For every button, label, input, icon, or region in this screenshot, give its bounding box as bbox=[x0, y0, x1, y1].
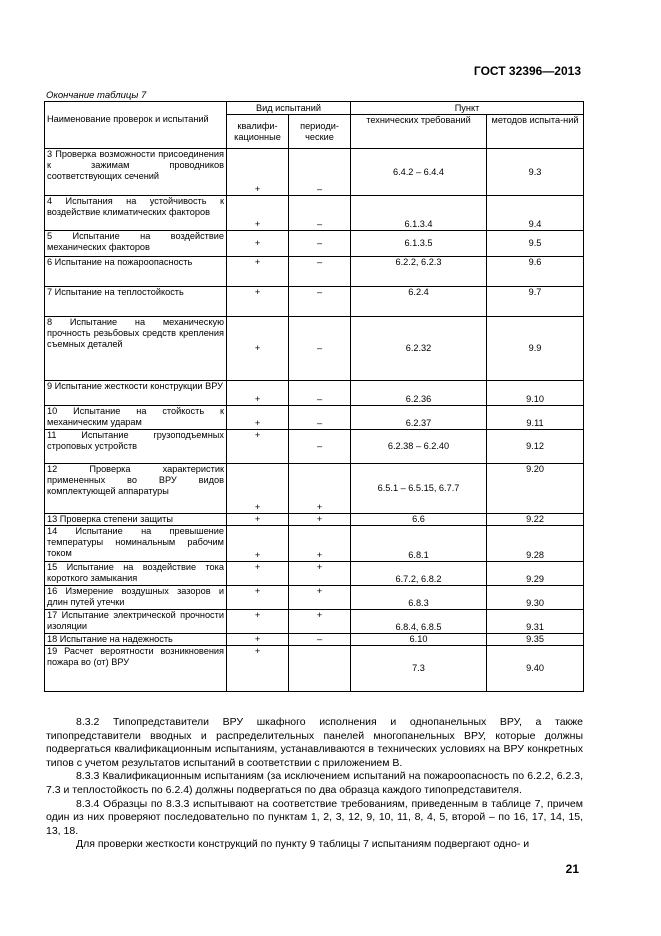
test-name: 4 Испытания на устойчивость к воздействие климатических факторов bbox=[45, 196, 227, 231]
qual-mark: + bbox=[227, 317, 289, 381]
qual-mark: + bbox=[227, 464, 289, 514]
body-text bbox=[46, 716, 583, 852]
period-mark bbox=[289, 646, 351, 692]
table-row bbox=[45, 634, 584, 646]
test-name: 3 Проверка возможности присоединения к зажимам проводников соответствующих сечений bbox=[45, 149, 227, 196]
tech-ref: 6.2.2, 6.2.3 bbox=[351, 257, 487, 287]
tech-ref: 6.2.36 bbox=[351, 381, 487, 406]
period-mark: – bbox=[289, 406, 351, 430]
table-row bbox=[45, 287, 584, 317]
period-mark: – bbox=[289, 257, 351, 287]
period-mark: + bbox=[289, 464, 351, 514]
qual-mark: + bbox=[227, 634, 289, 646]
tech-ref: 6.8.4, 6.8.5 bbox=[351, 610, 487, 634]
table-row bbox=[45, 610, 584, 634]
qual-mark: + bbox=[227, 562, 289, 586]
period-mark: – bbox=[289, 634, 351, 646]
test-name: 19 Расчет вероятности возникновения пожара во (от) ВРУ bbox=[45, 646, 227, 692]
method-ref: 9.22 bbox=[487, 514, 584, 526]
method-ref: 9.12 bbox=[487, 430, 584, 464]
table-row bbox=[45, 381, 584, 406]
qual-mark: + bbox=[227, 430, 289, 464]
period-mark: – bbox=[289, 149, 351, 196]
period-mark: + bbox=[289, 526, 351, 562]
test-name: 11 Испытание грузоподъемных строповых устройств bbox=[45, 430, 227, 464]
period-mark: – bbox=[289, 430, 351, 464]
header-qualification: квалифи-кационные bbox=[227, 115, 289, 149]
qual-mark: + bbox=[227, 526, 289, 562]
period-mark: – bbox=[289, 381, 351, 406]
table-row bbox=[45, 196, 584, 231]
method-ref: 9.4 bbox=[487, 196, 584, 231]
paragraph-8-3-3: 8.3.3 Квалификационным испытаниям (за исключением испытаний на пожароопасность по 6.2.2, 6.2.3, 7.3 и теплостойкость по 6.2.4) должны подвергаться по два образца каждого типопредставителя. bbox=[46, 770, 583, 796]
qual-mark: + bbox=[227, 231, 289, 257]
table-caption: Окончание таблицы 7 bbox=[46, 90, 147, 101]
period-mark: + bbox=[289, 586, 351, 610]
method-ref: 9.35 bbox=[487, 634, 584, 646]
table-row bbox=[45, 526, 584, 562]
header-item: Пункт bbox=[351, 102, 584, 115]
test-name: 6 Испытание на пожароопасность bbox=[45, 257, 227, 287]
test-name: 18 Испытание на надежность bbox=[45, 634, 227, 646]
header-name: Наименование проверок и испытаний bbox=[45, 102, 227, 149]
qual-mark: + bbox=[227, 149, 289, 196]
qual-mark: + bbox=[227, 257, 289, 287]
table-row bbox=[45, 430, 584, 464]
header-test-methods: методов испыта-ний bbox=[487, 115, 584, 149]
test-name: 8 Испытание на механическую прочность резьбовых средств крепления съемных деталей bbox=[45, 317, 227, 381]
method-ref: 9.9 bbox=[487, 317, 584, 381]
paragraph-8-3-2: 8.3.2 Типопредставители ВРУ шкафного исполнения и однопанельных ВРУ, а также типопредставители вводных и распределительных панелей многопанельных ВРУ, которые должны подвергаться квалификационным испытаниям, устанавливаются в технических условиях на ВРУ конкретных типов с учетом результатов испытаний в соответствии с приложением В. bbox=[46, 716, 583, 769]
tech-ref: 6.2.32 bbox=[351, 317, 487, 381]
page-number: 21 bbox=[565, 862, 579, 876]
qual-mark: + bbox=[227, 646, 289, 692]
qual-mark: + bbox=[227, 381, 289, 406]
table-row bbox=[45, 514, 584, 526]
method-ref: 9.20 bbox=[487, 464, 584, 514]
table-row bbox=[45, 646, 584, 692]
qual-mark: + bbox=[227, 610, 289, 634]
test-name: 7 Испытание на теплостойкость bbox=[45, 287, 227, 317]
method-ref: 9.6 bbox=[487, 257, 584, 287]
period-mark: – bbox=[289, 196, 351, 231]
header-tech-requirements: технических требований bbox=[351, 115, 487, 149]
tech-ref: 7.3 bbox=[351, 646, 487, 692]
tech-ref: 6.10 bbox=[351, 634, 487, 646]
qual-mark: + bbox=[227, 514, 289, 526]
table-row bbox=[45, 317, 584, 381]
test-name: 9 Испытание жесткости конструкции ВРУ bbox=[45, 381, 227, 406]
method-ref: 9.3 bbox=[487, 149, 584, 196]
test-name: 14 Испытание на превышение температуры номинальным рабочим током bbox=[45, 526, 227, 562]
method-ref: 9.29 bbox=[487, 562, 584, 586]
test-name: 12 Проверка характеристик примененных во ВРУ видов комплектующей аппаратуры bbox=[45, 464, 227, 514]
method-ref: 9.28 bbox=[487, 526, 584, 562]
table-row bbox=[45, 586, 584, 610]
tech-ref: 6.8.3 bbox=[351, 586, 487, 610]
test-name: 15 Испытание на воздействие тока короткого замыкания bbox=[45, 562, 227, 586]
method-ref: 9.11 bbox=[487, 406, 584, 430]
method-ref: 9.31 bbox=[487, 610, 584, 634]
qual-mark: + bbox=[227, 586, 289, 610]
table-row bbox=[45, 406, 584, 430]
method-ref: 9.40 bbox=[487, 646, 584, 692]
tech-ref: 6.7.2, 6.8.2 bbox=[351, 562, 487, 586]
tech-ref: 6.2.37 bbox=[351, 406, 487, 430]
table-row bbox=[45, 464, 584, 514]
test-name: 5 Испытание на воздействие механических факторов bbox=[45, 231, 227, 257]
paragraph-continuation: Для проверки жесткости конструкций по пункту 9 таблицы 7 испытаниям подвергают одно- и bbox=[76, 838, 530, 851]
test-name: 16 Измерение воздушных зазоров и длин путей утечки bbox=[45, 586, 227, 610]
table-row bbox=[45, 149, 584, 196]
table-row bbox=[45, 257, 584, 287]
period-mark: – bbox=[289, 231, 351, 257]
tech-ref: 6.4.2 – 6.4.4 bbox=[351, 149, 487, 196]
tech-ref: 6.1.3.5 bbox=[351, 231, 487, 257]
tech-ref: 6.2.38 – 6.2.40 bbox=[351, 430, 487, 464]
qual-mark: + bbox=[227, 196, 289, 231]
method-ref: 9.7 bbox=[487, 287, 584, 317]
period-mark: – bbox=[289, 287, 351, 317]
table-row bbox=[45, 231, 584, 257]
test-name: 17 Испытание электрической прочности изоляции bbox=[45, 610, 227, 634]
tech-ref: 6.2.4 bbox=[351, 287, 487, 317]
table-7 bbox=[44, 101, 584, 692]
paragraph-8-3-4: 8.3.4 Образцы по 8.3.3 испытывают на соответствие требованиям, приведенным в таблице 7, причем один из них проверяют последовательно по пунктам 1, 2, 3, 12, 9, 10, 11, 8, 4, 5, второй – по 16, 17, 14, 15, 13, 18. bbox=[46, 797, 583, 837]
header-test-types: Вид испытаний bbox=[227, 102, 351, 115]
method-ref: 9.10 bbox=[487, 381, 584, 406]
header-periodic: периоди-ческие bbox=[289, 115, 351, 149]
method-ref: 9.5 bbox=[487, 231, 584, 257]
period-mark: + bbox=[289, 610, 351, 634]
tech-ref: 6.1.3.4 bbox=[351, 196, 487, 231]
test-name: 10 Испытание на стойкость к механическим ударам bbox=[45, 406, 227, 430]
period-mark: + bbox=[289, 514, 351, 526]
test-name: 13 Проверка степени защиты bbox=[45, 514, 227, 526]
tech-ref: 6.5.1 – 6.5.15, 6.7.7 bbox=[351, 464, 487, 514]
tech-ref: 6.8.1 bbox=[351, 526, 487, 562]
qual-mark: + bbox=[227, 287, 289, 317]
qual-mark: + bbox=[227, 406, 289, 430]
tech-ref: 6.6 bbox=[351, 514, 487, 526]
period-mark: – bbox=[289, 317, 351, 381]
period-mark: + bbox=[289, 562, 351, 586]
table-row bbox=[45, 562, 584, 586]
document-number: ГОСТ 32396—2013 bbox=[473, 64, 581, 78]
method-ref: 9.30 bbox=[487, 586, 584, 610]
